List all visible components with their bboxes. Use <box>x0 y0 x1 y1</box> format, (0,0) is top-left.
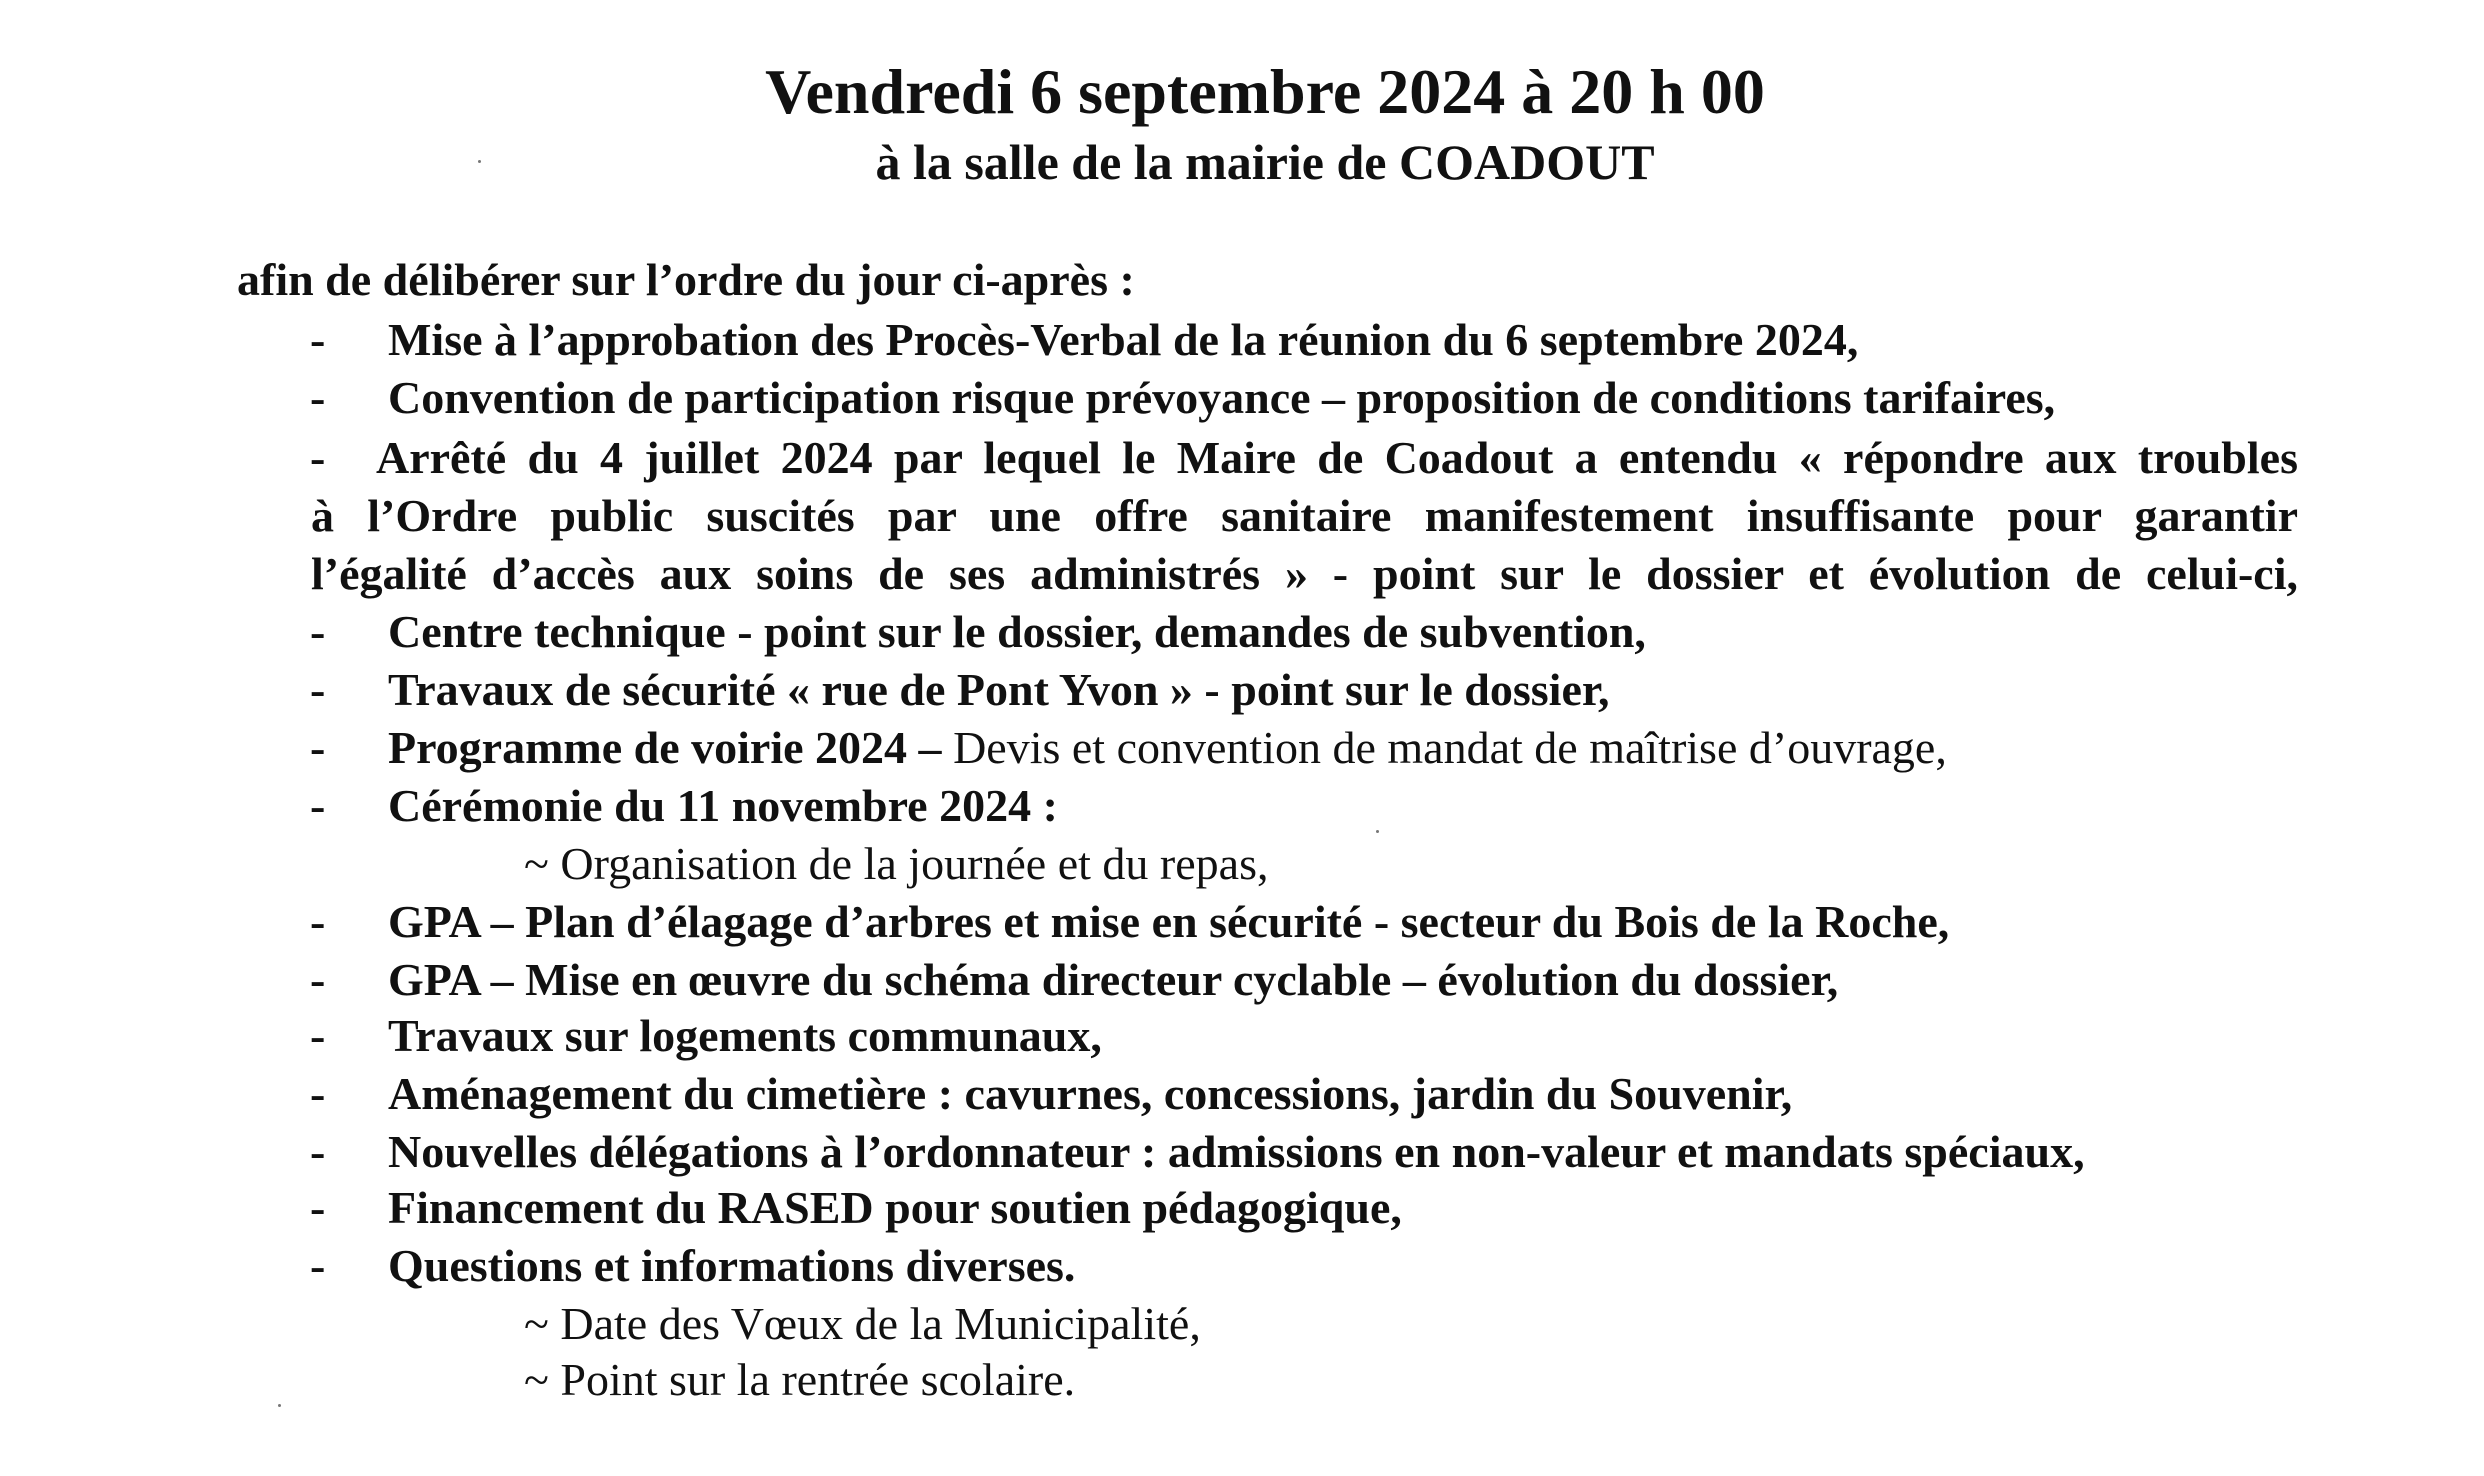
bullet-dash: - <box>310 1010 326 1061</box>
agenda-item-text: Questions et informations diverses. <box>388 1240 1076 1291</box>
bullet-dash: - <box>310 606 326 657</box>
scan-speck <box>1376 830 1379 833</box>
agenda-intro: afin de délibérer sur l’ordre du jour ci-après : <box>237 254 1135 305</box>
meeting-location: à la salle de la mairie de COADOUT <box>875 134 1655 190</box>
agenda-item-3-line-2: à l’Ordre public suscités par une offre sanitaire manifestement insuffisante pour garantir <box>311 490 2298 541</box>
agenda-subitem: ~ Date des Vœux de la Municipalité, <box>524 1298 1201 1349</box>
agenda-item-bold-part: Programme de voirie 2024 – <box>388 722 942 773</box>
bullet-dash: - <box>310 314 326 365</box>
bullet-dash: - <box>310 432 326 483</box>
meeting-date-title: Vendredi 6 septembre 2024 à 20 h 00 <box>765 56 1765 127</box>
agenda-item-text: Convention de participation risque prévoyance – proposition de conditions tarifaires, <box>388 372 2056 423</box>
agenda-item-text: Arrêté du 4 juillet 2024 par lequel le Maire de Coadout a entendu « répondre aux troubles <box>376 432 2298 483</box>
bullet-dash: - <box>310 1182 326 1233</box>
bullet-dash: - <box>310 722 326 773</box>
agenda-item-text: Centre technique - point sur le dossier, demandes de subvention, <box>388 606 1646 657</box>
agenda-item-3-line-3: l’égalité d’accès aux soins de ses administrés » - point sur le dossier et évolution de celui-ci, <box>311 548 2298 599</box>
agenda-subitem: ~ Organisation de la journée et du repas, <box>524 838 1269 889</box>
bullet-dash: - <box>310 372 326 423</box>
agenda-item-text: Aménagement du cimetière : cavurnes, concessions, jardin du Souvenir, <box>388 1068 1793 1119</box>
bullet-dash: - <box>310 896 326 947</box>
bullet-dash: - <box>310 1126 326 1177</box>
bullet-dash: - <box>310 1240 326 1291</box>
agenda-item-regular-part: Devis et convention de mandat de maîtrise d’ouvrage, <box>941 722 1947 773</box>
bullet-dash: - <box>310 1068 326 1119</box>
scan-speck <box>278 1404 281 1407</box>
bullet-dash: - <box>310 780 326 831</box>
agenda-item-text: GPA – Mise en œuvre du schéma directeur cyclable – évolution du dossier, <box>388 954 1839 1005</box>
agenda-item-text: Travaux sur logements communaux, <box>388 1010 1102 1061</box>
agenda-item-text <box>388 720 1947 776</box>
bullet-dash: - <box>310 954 326 1005</box>
agenda-item-text: Financement du RASED pour soutien pédagogique, <box>388 1182 1402 1233</box>
agenda-subitem: ~ Point sur la rentrée scolaire. <box>524 1354 1076 1405</box>
scan-speck <box>478 160 481 163</box>
agenda-item-text: Travaux de sécurité « rue de Pont Yvon » - point sur le dossier, <box>388 664 1610 715</box>
bullet-dash: - <box>310 664 326 715</box>
agenda-item-text: Mise à l’approbation des Procès-Verbal de la réunion du 6 septembre 2024, <box>388 314 1859 365</box>
agenda-item-text: GPA – Plan d’élagage d’arbres et mise en sécurité - secteur du Bois de la Roche, <box>388 896 1950 947</box>
agenda-item-text: Cérémonie du 11 novembre 2024 : <box>388 780 1058 831</box>
agenda-item-text: Nouvelles délégations à l’ordonnateur : admissions en non-valeur et mandats spéciaux, <box>388 1126 2085 1177</box>
